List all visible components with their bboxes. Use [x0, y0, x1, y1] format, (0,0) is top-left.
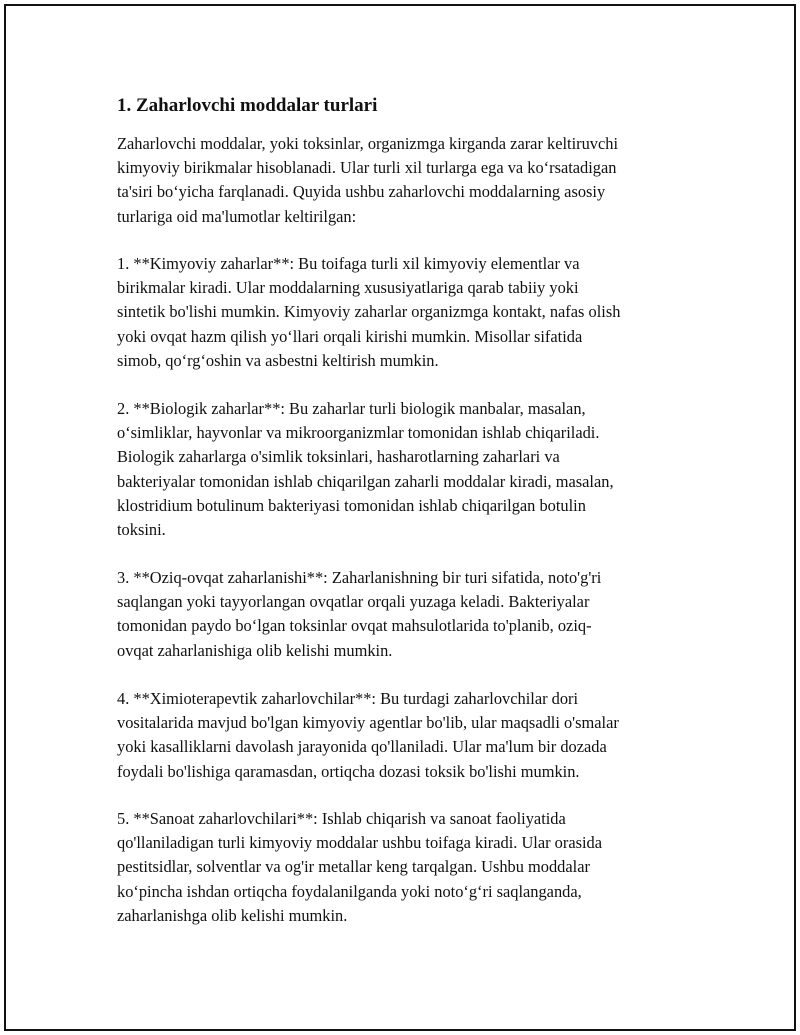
text-line: Biologik zaharlarga o'simlik toksinlari, hasharotlarning zaharlari va: [117, 447, 560, 467]
industrial-poisons-paragraph: [117, 807, 602, 928]
text-line: ovqat zaharlanishiga olib kelishi mumkin.: [117, 640, 393, 660]
document-body: [117, 94, 687, 925]
chemical-poisons-paragraph: [117, 252, 620, 373]
section-title: 1. Zaharlovchi moddalar turlari: [117, 95, 378, 116]
text-line: tomonidan paydo bo‘lgan toksinlar ovqat mahsulotlarida to'planib, oziq-: [117, 616, 592, 636]
text-line: o‘simliklar, hayvonlar va mikroorganizmlar tomonidan ishlab chiqariladi.: [117, 423, 600, 443]
text-line: turlariga oid ma'lumotlar keltirilgan:: [117, 206, 357, 226]
text-line: bakteriyalar tomonidan ishlab chiqarilgan zaharli moddalar kiradi, masalan,: [117, 471, 614, 491]
text-line: yoki ovqat hazm qilish yo‘llari orqali kirishi mumkin. Misollar sifatida: [117, 326, 583, 346]
text-line: klostridium botulinum bakteriyasi tomonidan ishlab chiqarilgan botulin: [117, 495, 586, 515]
text-line: 3. **Oziq-ovqat zaharlanishi**: Zaharlanishning bir turi sifatida, noto'g'ri: [117, 568, 602, 587]
text-line: sintetik bo'lishi mumkin. Kimyoviy zaharlar organizmga kontakt, nafas olish: [117, 302, 621, 322]
text-line: yoki kasalliklarni davolash jarayonida qo'llaniladi. Ular ma'lum bir dozada: [117, 737, 607, 757]
text-line: 2. **Biologik zaharlar**: Bu zaharlar turli biologik manbalar, masalan,: [117, 399, 586, 418]
text-line: qo'llaniladigan turli kimyoviy moddalar ushbu toifaga kiradi. Ular orasida: [117, 833, 602, 853]
intro-paragraph: [117, 132, 618, 229]
text-line: foydali bo'lishiga qaramasdan, ortiqcha dozasi toksik bo'lishi mumkin.: [117, 761, 580, 781]
text-line: Zaharlovchi moddalar, yoki toksinlar, organizmga kirganda zarar keltiruvchi: [117, 134, 619, 153]
text-line: birikmalar kiradi. Ular moddalarning xususiyatlariga qarab tabiiy yoki: [117, 278, 579, 298]
biological-poisons-paragraph: [117, 397, 614, 542]
text-line: 4. **Ximioterapevtik zaharlovchilar**: Bu turdagi zaharlovchilar dori: [117, 689, 579, 708]
text-line: toksini.: [117, 519, 166, 539]
food-poisoning-paragraph: [117, 566, 601, 663]
text-line: ta'siri bo‘yicha farqlanadi. Quyida ushbu zaharlovchi moddalarning asosiy: [117, 182, 606, 202]
text-line: kimyoviy birikmalar hisoblanadi. Ular turli xil turlarga ega va ko‘rsatadigan: [117, 158, 617, 178]
text-line: ko‘pincha ishdan ortiqcha foydalanilganda yoki noto‘g‘ri saqlanganda,: [117, 881, 582, 901]
text-line: saqlangan yoki tayyorlangan ovqatlar orqali yuzaga keladi. Bakteriyalar: [117, 592, 590, 612]
text-line: vositalarida mavjud bo'lgan kimyoviy agentlar bo'lib, ular maqsadli o'smalar: [117, 713, 619, 733]
text-line: 5. **Sanoat zaharlovchilari**: Ishlab chiqarish va sanoat faoliyatida: [117, 809, 566, 828]
text-line: 1. **Kimyoviy zaharlar**: Bu toifaga turli xil kimyoviy elementlar va: [117, 254, 580, 273]
chemotherapeutic-poisons-paragraph: [117, 687, 619, 784]
text-line: simob, qo‘rg‘oshin va asbestni keltirish mumkin.: [117, 350, 439, 370]
text-line: zaharlanishga olib kelishi mumkin.: [117, 905, 348, 925]
text-line: pestitsidlar, solventlar va og'ir metallar keng tarqalgan. Ushbu moddalar: [117, 857, 590, 877]
